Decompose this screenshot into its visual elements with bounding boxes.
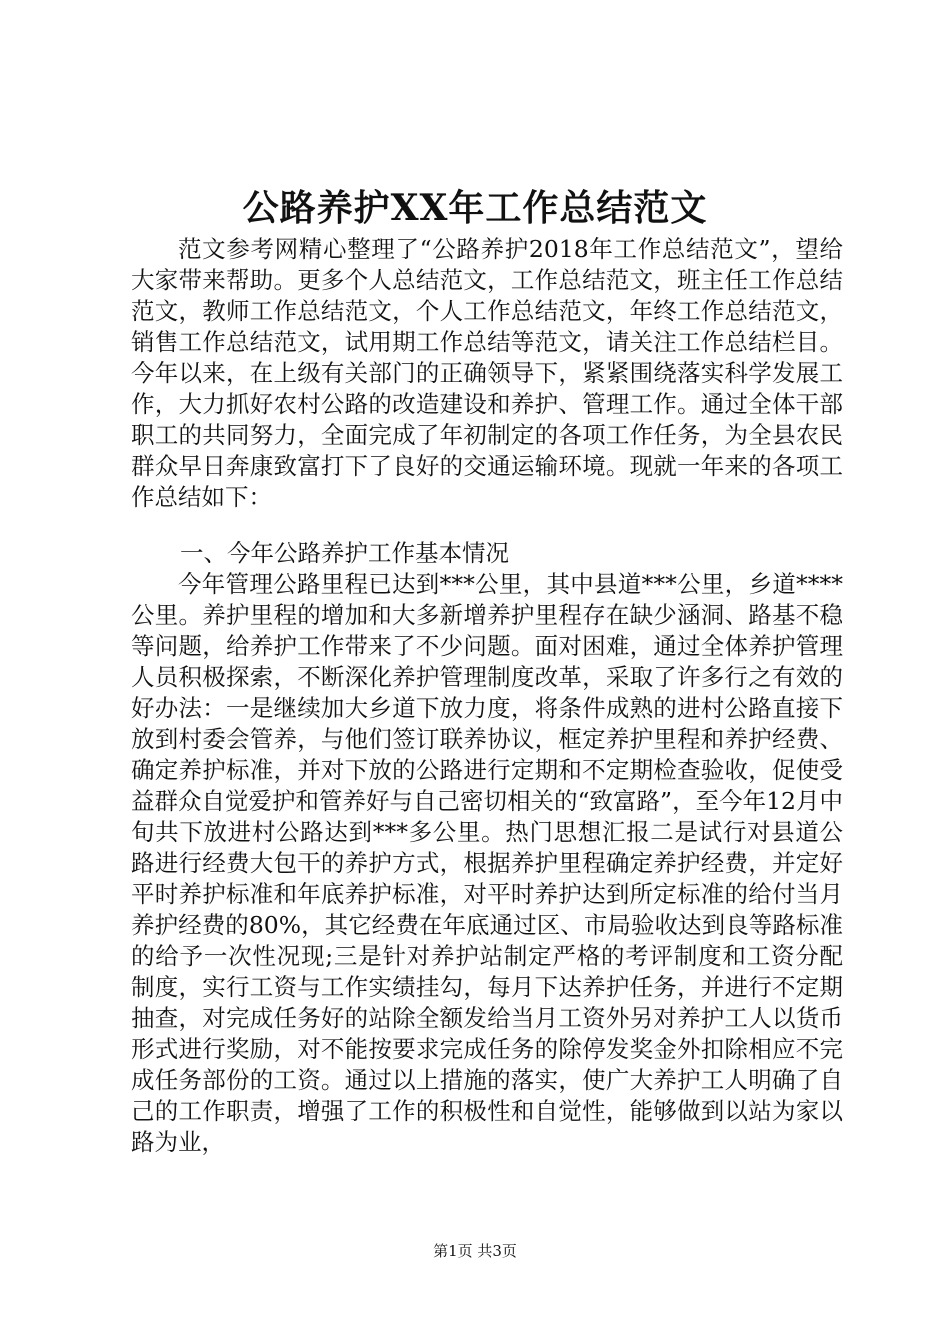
section-heading: 一、今年公路养护工作基本情况	[180, 539, 509, 567]
document-title: 公路养护XX年工作总结范文	[242, 187, 708, 229]
intro-paragraph: 范文参考网精心整理了“公路养护2018年工作总结范文”，望给大家带来帮助。更多个人总结范文，工作总结范文，班主任工作总结范文，教师工作总结范文，个人工作总结范文，年终工作总结范文，销售工作总结范文，试用期工作总结等范文，请关注工作总结栏目。今年以来，在上级有关部门的正确领导下，紧紧围绕落实科学发展工作，大力抓好农村公路的改造建设和养护、管理工作。通过全体干部职工的共同努力，全面完成了年初制定的各项工作任务，为全县农民群众早日奔康致富打下了良好的交通运输环境。现就一年来的各项工作总结如下：	[131, 235, 843, 511]
body-paragraph: 今年管理公路里程已达到***公里，其中县道***公里，乡道****公里。养护里程的增加和大多新增养护里程存在缺少涵洞、路基不稳等问题，给养护工作带来了不少问题。面对困难，通过全体养护管理人员积极探索，不断深化养护管理制度改革，采取了许多行之有效的好办法：一是继续加大乡道下放力度，将条件成熟的进村公路直接下放到村委会管养，与他们签订联养协议，框定养护里程和养护经费、确定养护标准，并对下放的公路进行定期和不定期检查验收，促使受益群众自觉爱护和管养好与自己密切相关的“致富路”，至今年12月中旬共下放进村公路达到***多公里。热门思想汇报二是试行对县道公路进行经费大包干的养护方式，根据养护里程确定养护经费，并定好平时养护标准和年底养护标准，对平时养护达到所定标准的给付当月养护经费的80%，其它经费在年底通过区、市局验收达到良等路标准的给予一次性况现;三是针对养护站制定严格的考评制度和工资分配制度，实行工资与工作实绩挂勾，每月下达养护任务，并进行不定期抽查，对完成任务好的站除全额发给当月工资外另对养护工人以货币形式进行奖励，对不能按要求完成任务的除停发奖金外扣除相应不完成任务部份的工资。通过以上措施的落实，使广大养护工人明确了自己的工作职责，增强了工作的积极性和自觉性，能够做到以站为家以路为业，	[131, 570, 843, 1156]
page-number-footer: 第1页 共3页	[433, 1242, 517, 1260]
